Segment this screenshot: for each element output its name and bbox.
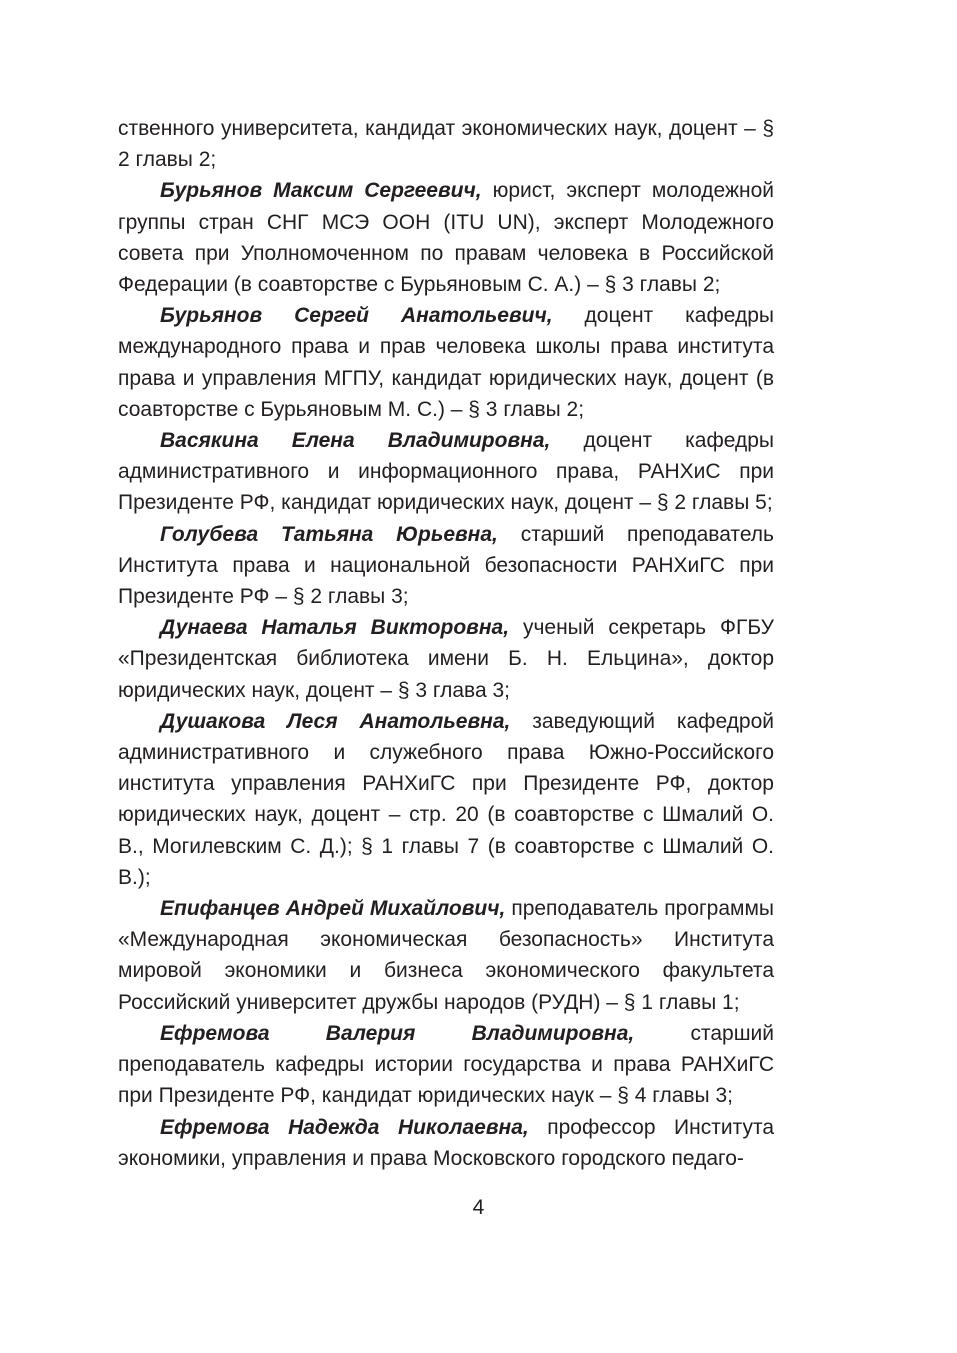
list-item (118, 612, 774, 706)
list-item (118, 1112, 774, 1174)
author-description: старший преподаватель кафедры истории государства и права РАНХиГС при Президенте РФ, кандидат юридических наук – § 4 главы 3; (118, 1021, 774, 1108)
author-name: Дунаева Наталья Викторовна, (160, 616, 510, 640)
author-name: Голубева Татьяна Юрьевна, (160, 522, 498, 546)
author-description: доцент кафедры международного права и прав человека школы права института права и управления МГПУ, кандидат юридических наук, доцент (в соавторстве с Бурьяновым М. С.) – § 3 главы 2; (118, 304, 775, 421)
list-item (118, 706, 774, 893)
page-number: 4 (472, 1196, 485, 1219)
list-item (118, 175, 774, 300)
list-item (118, 893, 774, 1018)
contributors-list (118, 113, 774, 1174)
author-description: ученый секретарь ФГБУ «Президентская библиотека имени Б. Н. Ельцина», доктор юридических наук, доцент – § 3 глава 3; (118, 616, 774, 702)
author-name: Бурьянов Сергей Анатольевич, (160, 304, 553, 328)
author-name: Ефремова Валерия Владимировна, (160, 1021, 635, 1045)
list-item (118, 300, 774, 425)
author-name: Душакова Леся Анатольевна, (160, 709, 511, 733)
author-description: доцент кафедры административного и информационного права, РАНХиС при Президенте РФ, кандидат юридических наук, доцент – § 2 главы 5; (118, 429, 774, 515)
list-item (118, 425, 774, 519)
author-description: преподаватель программы «Международная экономическая безопасность» Института мировой экономики и бизнеса экономического факультета Российский университет дружбы народов (РУДН) – § 1 главы 1; (118, 897, 774, 1014)
author-name: Епифанцев Андрей Михайлович, (160, 897, 506, 921)
author-name: Бурьянов Максим Сергеевич, (160, 179, 482, 203)
author-description: профессор Института экономики, управления и права Московского городского педаго- (118, 1115, 774, 1170)
author-description: юрист, эксперт молодежной группы стран СНГ МСЭ ООН (ITU UN), эксперт Молодежного совета при Уполномоченном по правам человека в Российской Федерации (в соавторстве с Бурьяновым С. А.) – § 3 главы 2; (118, 179, 774, 297)
list-item (118, 1018, 774, 1112)
continuation-paragraph: ственного университета, кандидат экономических наук, доцент – § 2 главы 2; (118, 117, 774, 172)
list-item (118, 519, 774, 613)
author-description: заведующий кафедрой административного и служебного права Южно-Российского института управления РАНХиГС при Президенте РФ, доктор юридических наук, доцент – стр. 20 (в соавторстве с Шмалий О. В., Могилевским С. Д.); § 1 главы 7 (в соавторстве с Шмалий О. В.); (118, 709, 774, 889)
author-name: Ефремова Надежда Николаевна, (160, 1115, 529, 1139)
author-description: старший преподаватель Института права и национальной безопасности РАНХиГС при Президенте РФ – § 2 главы 3; (118, 522, 774, 609)
author-name: Васякина Елена Владимировна, (160, 429, 551, 453)
